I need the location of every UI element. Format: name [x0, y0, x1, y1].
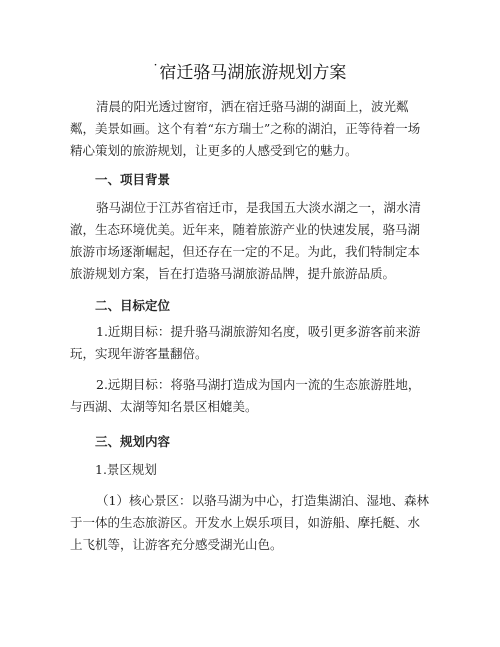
section-heading-plan: 三、规划内容 [95, 434, 171, 449]
core-scenic-area-paragraph: （1）核心景区：以骆马湖为中心，打造集湖泊、湿地、森林于一体的生态旅游区。开发水上娱乐项目，如游船、摩托艇、水上飞机等，让游客充分感受湖光山色。 [70, 493, 429, 552]
background-paragraph: 骆马湖位于江苏省宿迁市，是我国五大淡水湖之一，湖水清澈，生态环境优美。近年来，随着旅游产业的快速发展，骆马湖旅游市场逐渐崛起，但还存在一定的不足。为此，我们特制定本旅游规划方案，旨在打造骆马湖旅游品牌，提升旅游品质。 [70, 200, 422, 281]
document-title: · 宿迁骆马湖旅游规划方案 [153, 58, 347, 83]
goal-long-term: 2.远期目标：将骆马湖打造成为国内一流的生态旅游胜地，与西湖、太湖等知名景区相媲美。 [70, 377, 421, 414]
section-heading-background: 一、项目背景 [95, 172, 171, 187]
section-heading-goals: 二、目标定位 [95, 298, 171, 313]
title-mark: · [153, 58, 158, 72]
intro-paragraph: 清晨的阳光透过窗帘，洒在宿迁骆马湖的湖面上，波光粼粼，美景如画。这个有着“东方瑞士”之称的湖泊，正等待着一场精心策划的旅游规划，让更多的人感受到它的魅力。 [70, 99, 421, 158]
goal-short-term: 1.近期目标：提升骆马湖旅游知名度，吸引更多游客前来游玩，实现年游客量翻倍。 [70, 324, 421, 361]
subheading-scenic-planning: 1.景区规划 [95, 462, 157, 477]
